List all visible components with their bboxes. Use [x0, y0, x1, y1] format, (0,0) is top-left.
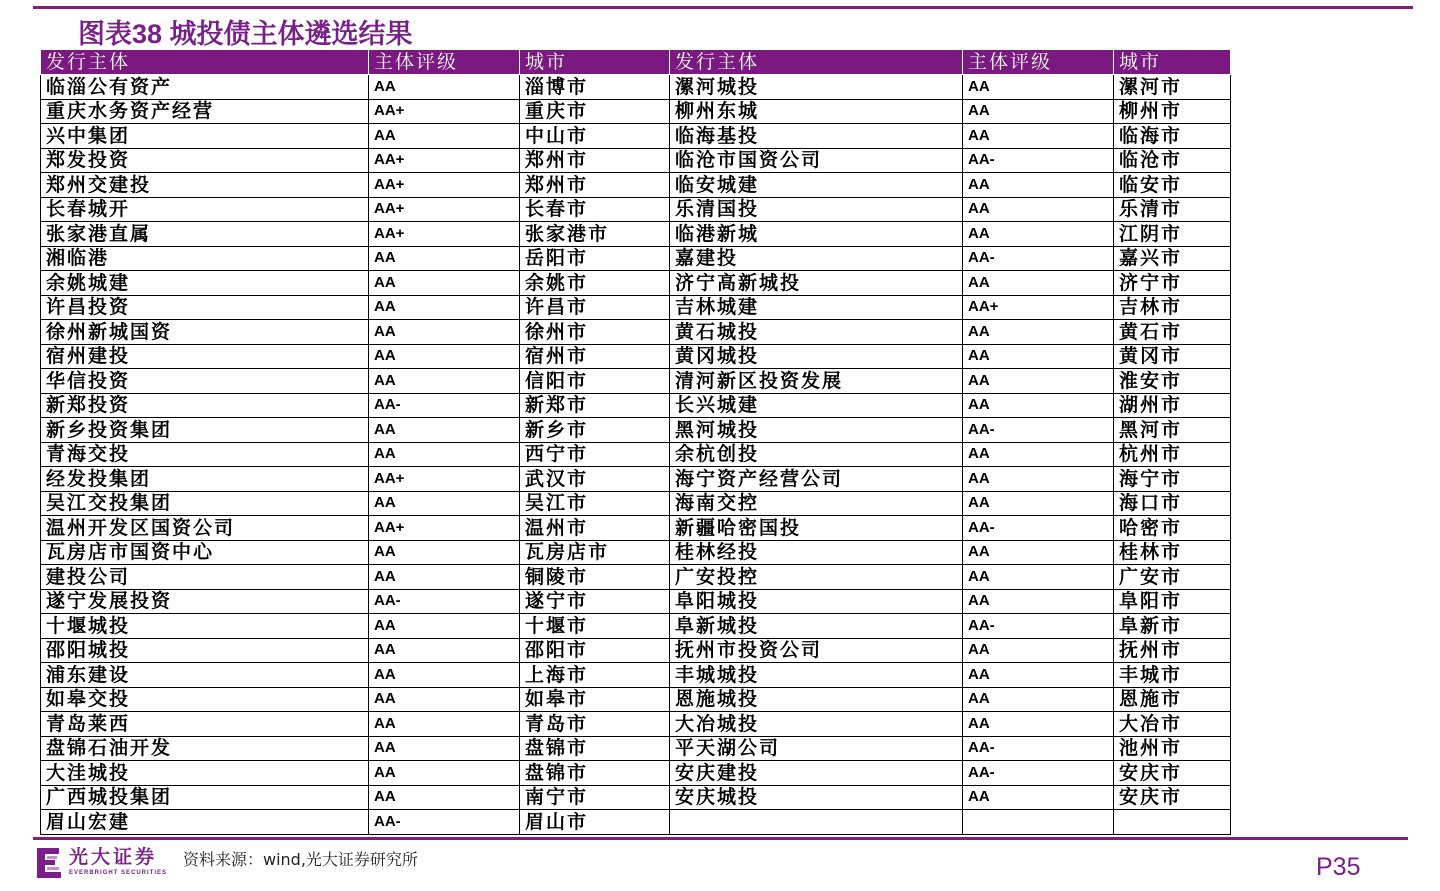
table-row: [41, 761, 1231, 786]
cell-city-left: 温州市: [520, 516, 670, 541]
table-row: [41, 467, 1231, 492]
everbright-logo-icon: [35, 846, 65, 880]
cell-rating-right: AA-: [963, 246, 1114, 271]
cell-rating-left: AA: [369, 663, 520, 688]
cell-issuer-right: 黄石城投: [670, 320, 963, 345]
cell-city-left: 盘锦市: [520, 761, 670, 786]
cell-issuer-right: 新疆哈密国投: [670, 516, 963, 541]
cell-rating-right: AA: [963, 222, 1114, 247]
table-row: [41, 246, 1231, 271]
cell-issuer-left: 建投公司: [41, 565, 369, 590]
cell-issuer-left: 吴江交投集团: [41, 491, 369, 516]
cell-rating-right: AA: [963, 99, 1114, 124]
cell-city-left: 信阳市: [520, 369, 670, 394]
cell-city-left: 新乡市: [520, 418, 670, 443]
cell-rating-right: AA: [963, 785, 1114, 810]
cell-rating-right: AA: [963, 173, 1114, 198]
cell-city-left: 余姚市: [520, 271, 670, 296]
header-city-right: 城市: [1114, 50, 1231, 75]
cell-issuer-right: 丰城城投: [670, 663, 963, 688]
cell-city-left: 郑州市: [520, 173, 670, 198]
cell-issuer-right: 安庆城投: [670, 785, 963, 810]
cell-rating-left: AA: [369, 491, 520, 516]
table-row: [41, 295, 1231, 320]
cell-issuer-right: 抚州市投资公司: [670, 638, 963, 663]
cell-issuer-right: 临沧市国资公司: [670, 148, 963, 173]
cell-city-left: 如皋市: [520, 687, 670, 712]
header-issuer-left: 发行主体: [41, 50, 369, 75]
cell-rating-left: AA: [369, 246, 520, 271]
cell-city-left: 徐州市: [520, 320, 670, 345]
header-issuer-right: 发行主体: [670, 50, 963, 75]
cell-issuer-left: 温州开发区国资公司: [41, 516, 369, 541]
cell-rating-left: AA-: [369, 393, 520, 418]
cell-rating-right: AA: [963, 687, 1114, 712]
cell-city-right: 阜新市: [1114, 614, 1231, 639]
cell-rating-right: AA-: [963, 614, 1114, 639]
cell-issuer-right: 大冶城投: [670, 712, 963, 737]
cell-issuer-right: 海宁资产经营公司: [670, 467, 963, 492]
cell-issuer-right: 黑河城投: [670, 418, 963, 443]
cell-city-left: 长春市: [520, 197, 670, 222]
cell-city-left: 眉山市: [520, 810, 670, 835]
table-row: [41, 663, 1231, 688]
cell-issuer-left: 邵阳城投: [41, 638, 369, 663]
cell-city-right: 杭州市: [1114, 442, 1231, 467]
table-row: [41, 810, 1231, 835]
cell-rating-right: AA: [963, 369, 1114, 394]
cell-rating-right: AA-: [963, 418, 1114, 443]
cell-rating-left: AA: [369, 614, 520, 639]
cell-city-right: 阜阳市: [1114, 589, 1231, 614]
cell-city-left: 重庆市: [520, 99, 670, 124]
cell-rating-right: AA: [963, 638, 1114, 663]
cell-issuer-right: 嘉建投: [670, 246, 963, 271]
cell-rating-left: AA: [369, 295, 520, 320]
cell-issuer-left: 遂宁发展投资: [41, 589, 369, 614]
cell-rating-left: AA: [369, 418, 520, 443]
cell-issuer-right: 海南交控: [670, 491, 963, 516]
table-row: [41, 369, 1231, 394]
cell-rating-right: AA: [963, 565, 1114, 590]
cell-issuer-left: 大洼城投: [41, 761, 369, 786]
page-number: P35: [1316, 853, 1361, 881]
table-header-row: [41, 50, 1231, 75]
cell-rating-left: AA: [369, 75, 520, 100]
cell-city-right: 临沧市: [1114, 148, 1231, 173]
issuer-table: [40, 49, 1231, 835]
cell-issuer-left: 华信投资: [41, 369, 369, 394]
cell-city-right: 安庆市: [1114, 785, 1231, 810]
cell-issuer-left: 许昌投资: [41, 295, 369, 320]
table-row: [41, 197, 1231, 222]
cell-rating-left: AA: [369, 736, 520, 761]
header-rating-right: 主体评级: [963, 50, 1114, 75]
cell-issuer-right: 恩施城投: [670, 687, 963, 712]
cell-city-right: 池州市: [1114, 736, 1231, 761]
cell-issuer-right: 临安城建: [670, 173, 963, 198]
cell-city-left: 郑州市: [520, 148, 670, 173]
table-row: [41, 393, 1231, 418]
cell-city-left: 瓦房店市: [520, 540, 670, 565]
cell-city-right: 吉林市: [1114, 295, 1231, 320]
cell-issuer-right: 济宁高新城投: [670, 271, 963, 296]
cell-rating-left: AA: [369, 785, 520, 810]
cell-issuer-left: 长春城开: [41, 197, 369, 222]
cell-rating-left: AA+: [369, 222, 520, 247]
table-row: [41, 99, 1231, 124]
cell-city-left: 西宁市: [520, 442, 670, 467]
cell-issuer-left: 经发投集团: [41, 467, 369, 492]
source-note: 资料来源：wind,光大证券研究所: [183, 850, 418, 869]
table-row: [41, 418, 1231, 443]
cell-issuer-right: 黄冈城投: [670, 344, 963, 369]
cell-rating-left: AA+: [369, 467, 520, 492]
cell-issuer-left: 余姚城建: [41, 271, 369, 296]
logo-chinese-name: 光大证券: [69, 846, 158, 868]
cell-rating-right: AA: [963, 491, 1114, 516]
cell-issuer-left: 广西城投集团: [41, 785, 369, 810]
cell-issuer-left: 青岛莱西: [41, 712, 369, 737]
cell-city-left: 宿州市: [520, 344, 670, 369]
cell-city-left: 铜陵市: [520, 565, 670, 590]
cell-city-left: 十堰市: [520, 614, 670, 639]
header-rating-left: 主体评级: [369, 50, 520, 75]
cell-city-left: 遂宁市: [520, 589, 670, 614]
header-city-left: 城市: [520, 50, 670, 75]
cell-city-right: 乐清市: [1114, 197, 1231, 222]
cell-city-left: 张家港市: [520, 222, 670, 247]
table-row: [41, 614, 1231, 639]
cell-issuer-left: 十堰城投: [41, 614, 369, 639]
cell-rating-left: AA: [369, 344, 520, 369]
table-row: [41, 491, 1231, 516]
cell-rating-right: AA: [963, 467, 1114, 492]
cell-rating-right: AA: [963, 712, 1114, 737]
cell-issuer-right: 漯河城投: [670, 75, 963, 100]
table-row: [41, 540, 1231, 565]
cell-city-right: 柳州市: [1114, 99, 1231, 124]
cell-city-left: 盘锦市: [520, 736, 670, 761]
cell-issuer-right: 乐清国投: [670, 197, 963, 222]
cell-rating-left: AA: [369, 687, 520, 712]
cell-issuer-right: 平天湖公司: [670, 736, 963, 761]
cell-rating-right: AA: [963, 344, 1114, 369]
cell-city-right: 海口市: [1114, 491, 1231, 516]
cell-rating-left: AA+: [369, 99, 520, 124]
top-divider: [33, 6, 1413, 9]
cell-city-right: 桂林市: [1114, 540, 1231, 565]
cell-rating-right: AA-: [963, 736, 1114, 761]
table-row: [41, 516, 1231, 541]
cell-rating-left: AA: [369, 271, 520, 296]
table-row: [41, 320, 1231, 345]
cell-issuer-left: 郑州交建投: [41, 173, 369, 198]
everbright-logo: [35, 846, 175, 882]
cell-city-left: 南宁市: [520, 785, 670, 810]
cell-rating-right: AA-: [963, 516, 1114, 541]
cell-rating-right: AA: [963, 197, 1114, 222]
cell-rating-left: AA-: [369, 589, 520, 614]
cell-issuer-right: [670, 810, 963, 835]
cell-city-right: 淮安市: [1114, 369, 1231, 394]
cell-city-left: 邵阳市: [520, 638, 670, 663]
bottom-divider: [33, 837, 1408, 840]
cell-rating-right: AA: [963, 124, 1114, 149]
cell-city-left: 上海市: [520, 663, 670, 688]
cell-city-right: 海宁市: [1114, 467, 1231, 492]
cell-issuer-right: 吉林城建: [670, 295, 963, 320]
cell-rating-left: AA+: [369, 516, 520, 541]
cell-issuer-left: 重庆水务资产经营: [41, 99, 369, 124]
table-row: [41, 712, 1231, 737]
cell-issuer-left: 新乡投资集团: [41, 418, 369, 443]
cell-city-right: 嘉兴市: [1114, 246, 1231, 271]
table-row: [41, 173, 1231, 198]
cell-city-right: 黑河市: [1114, 418, 1231, 443]
cell-city-right: 大冶市: [1114, 712, 1231, 737]
cell-rating-left: AA+: [369, 148, 520, 173]
cell-city-right: 湖州市: [1114, 393, 1231, 418]
cell-rating-left: AA: [369, 320, 520, 345]
cell-city-right: 济宁市: [1114, 271, 1231, 296]
cell-city-left: 武汉市: [520, 467, 670, 492]
cell-issuer-left: 青海交投: [41, 442, 369, 467]
cell-issuer-left: 盘锦石油开发: [41, 736, 369, 761]
cell-issuer-right: 广安投控: [670, 565, 963, 590]
cell-issuer-left: 瓦房店市国资中心: [41, 540, 369, 565]
cell-city-right: 广安市: [1114, 565, 1231, 590]
cell-rating-right: AA: [963, 663, 1114, 688]
cell-city-left: 中山市: [520, 124, 670, 149]
cell-rating-left: AA: [369, 540, 520, 565]
cell-issuer-left: 宿州建投: [41, 344, 369, 369]
cell-rating-left: AA: [369, 124, 520, 149]
cell-issuer-left: 眉山宏建: [41, 810, 369, 835]
table-row: [41, 736, 1231, 761]
cell-rating-left: AA: [369, 638, 520, 663]
table-row: [41, 589, 1231, 614]
cell-city-right: [1114, 810, 1231, 835]
cell-issuer-left: 徐州新城国资: [41, 320, 369, 345]
cell-rating-right: AA: [963, 320, 1114, 345]
cell-rating-left: AA: [369, 565, 520, 590]
cell-city-left: 青岛市: [520, 712, 670, 737]
cell-issuer-right: 临海基投: [670, 124, 963, 149]
cell-city-right: 抚州市: [1114, 638, 1231, 663]
cell-city-left: 新郑市: [520, 393, 670, 418]
cell-city-right: 丰城市: [1114, 663, 1231, 688]
cell-rating-left: AA+: [369, 197, 520, 222]
cell-city-right: 恩施市: [1114, 687, 1231, 712]
cell-rating-right: AA: [963, 589, 1114, 614]
cell-city-left: 吴江市: [520, 491, 670, 516]
cell-city-left: 许昌市: [520, 295, 670, 320]
cell-issuer-right: 阜阳城投: [670, 589, 963, 614]
cell-rating-right: AA-: [963, 761, 1114, 786]
cell-city-right: 哈密市: [1114, 516, 1231, 541]
cell-rating-right: AA: [963, 442, 1114, 467]
cell-rating-right: AA+: [963, 295, 1114, 320]
cell-rating-left: AA+: [369, 173, 520, 198]
cell-rating-right: AA: [963, 540, 1114, 565]
table-row: [41, 442, 1231, 467]
table-row: [41, 565, 1231, 590]
table-row: [41, 222, 1231, 247]
cell-city-right: 黄冈市: [1114, 344, 1231, 369]
cell-rating-right: [963, 810, 1114, 835]
cell-rating-right: AA-: [963, 148, 1114, 173]
cell-rating-right: AA: [963, 75, 1114, 100]
table-row: [41, 785, 1231, 810]
cell-city-left: 岳阳市: [520, 246, 670, 271]
cell-issuer-left: 临淄公有资产: [41, 75, 369, 100]
table-row: [41, 271, 1231, 296]
cell-issuer-right: 临港新城: [670, 222, 963, 247]
table-row: [41, 687, 1231, 712]
cell-city-left: 淄博市: [520, 75, 670, 100]
table-row: [41, 638, 1231, 663]
cell-issuer-right: 阜新城投: [670, 614, 963, 639]
cell-issuer-left: 张家港直属: [41, 222, 369, 247]
logo-english-name: EVERBRIGHT SECURITIES: [69, 870, 168, 876]
cell-issuer-right: 余杭创投: [670, 442, 963, 467]
cell-rating-left: AA: [369, 761, 520, 786]
page-title: 图表38 城投债主体遴选结果: [78, 19, 413, 49]
table-row: [41, 75, 1231, 100]
cell-city-right: 江阴市: [1114, 222, 1231, 247]
cell-issuer-left: 浦东建设: [41, 663, 369, 688]
cell-issuer-left: 湘临港: [41, 246, 369, 271]
cell-issuer-right: 安庆建投: [670, 761, 963, 786]
cell-rating-left: AA: [369, 442, 520, 467]
table-row: [41, 344, 1231, 369]
cell-issuer-right: 长兴城建: [670, 393, 963, 418]
cell-issuer-left: 新郑投资: [41, 393, 369, 418]
cell-city-right: 安庆市: [1114, 761, 1231, 786]
cell-issuer-left: 郑发投资: [41, 148, 369, 173]
cell-issuer-left: 如皋交投: [41, 687, 369, 712]
cell-issuer-right: 清河新区投资发展: [670, 369, 963, 394]
cell-city-right: 漯河市: [1114, 75, 1231, 100]
cell-rating-right: AA: [963, 271, 1114, 296]
cell-issuer-right: 桂林经投: [670, 540, 963, 565]
cell-city-right: 临海市: [1114, 124, 1231, 149]
cell-issuer-right: 柳州东城: [670, 99, 963, 124]
cell-rating-left: AA: [369, 369, 520, 394]
table-row: [41, 148, 1231, 173]
cell-issuer-left: 兴中集团: [41, 124, 369, 149]
cell-city-right: 黄石市: [1114, 320, 1231, 345]
table-row: [41, 124, 1231, 149]
cell-rating-right: AA: [963, 393, 1114, 418]
cell-city-right: 临安市: [1114, 173, 1231, 198]
cell-rating-left: AA: [369, 712, 520, 737]
cell-rating-left: AA-: [369, 810, 520, 835]
